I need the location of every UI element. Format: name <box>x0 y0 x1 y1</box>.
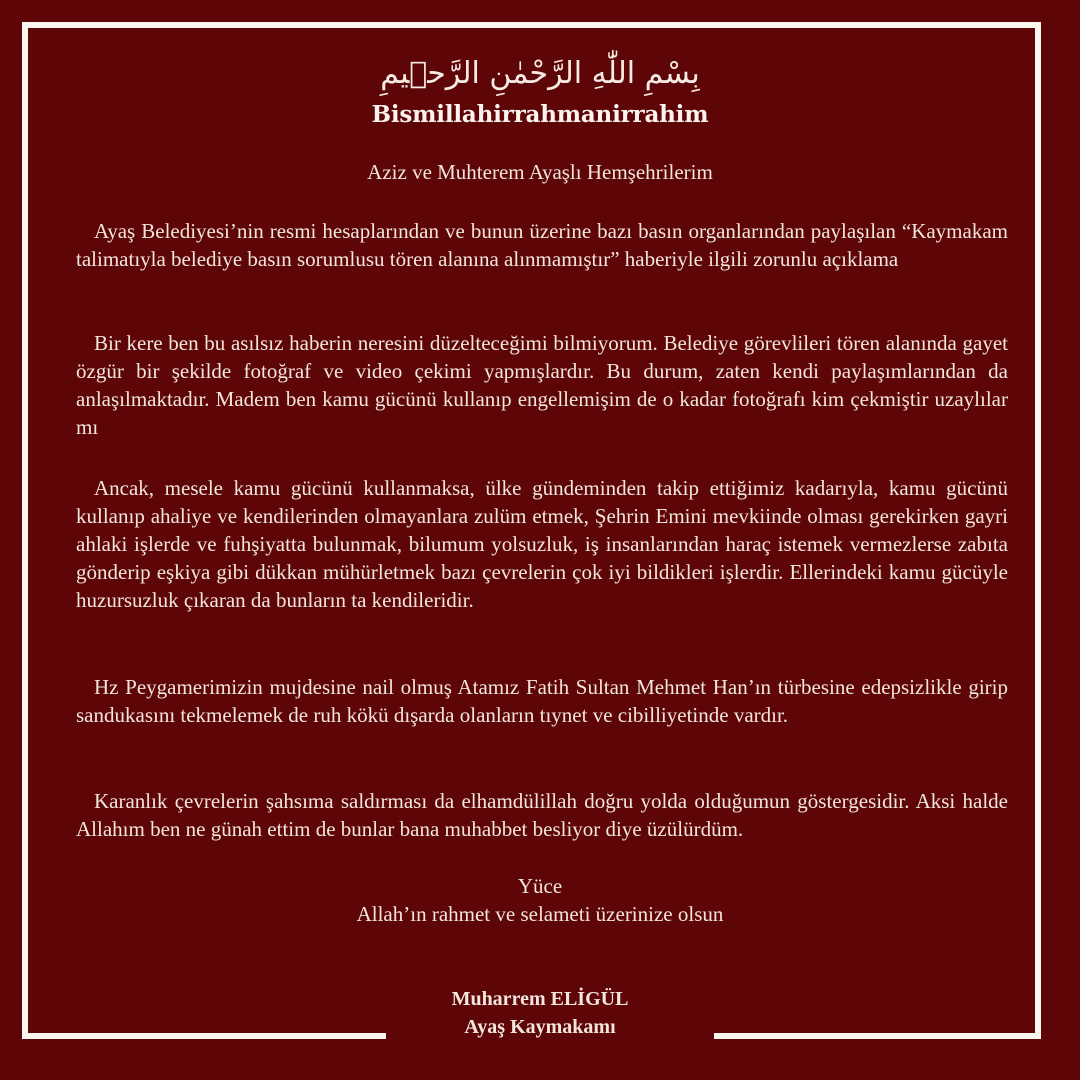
paragraph-fatih-tomb: Hz Peygamerimizin mujdesine nail olmuş Atamız Fatih Sultan Mehmet Han’ın türbesine edepsizlikle girip sandukasını tekmelemek de ruh kökü dışarda olanların tıynet ve cibilliyetinde vardır. <box>76 675 1008 727</box>
paragraph-accusation: Ancak, mesele kamu gücünü kullanmaksa, ülke gündeminden takip ettiğimiz kadarıyla, kamu gücünü kullanıp ahaliye ve kendilerinden olmayanlara zulüm etmek, Şehrin Emini mevkiinde olması gerekirken gayri ahlaki işlerde ve fuhşiyatta bulunmak, bilumum yolsuzluk, iş insanlarından haraç istemek vermezlerse zabıta gönderip eşkiya gibi dükkan mühürletmek bazı çevrelerin çok iyi bildikleri işlerdir. Ellerindeki kamu gücüyle huzursuzluk çıkaran da bunların ta kendileridir. <box>76 476 1008 612</box>
paragraph-intro: Ayaş Belediyesi’nin resmi hesaplarından ve bunun üzerine bazı basın organlarından paylaşılan “Kaymakam talimatıyla belediye basın sorumlusu tören alanına alınmamıştır” haberiyle ilgili zorunlu açıklama <box>76 219 1008 271</box>
paragraph-denial: Bir kere ben bu asılsız haberin neresini düzelteceğimi bilmiyorum. Belediye görevlileri tören alanında gayet özgür bir şekilde fotoğraf ve video çekimi yapmışlardır. Bu durum, zaten kendi paylaşımlarından da anlaşılmaktadır. Madem ben kamu gücünü kullanıp engellemişim de o kadar fotoğrafı kim çekmiştir uzaylılar mı <box>76 331 1008 439</box>
signature-title: Ayaş Kaymakamı <box>464 1016 616 1038</box>
paragraph-conclusion: Karanlık çevrelerin şahsıma saldırması da elhamdülillah doğru yolda olduğumun göstergesidir. Aksi halde Allahım ben ne günah ettim de bunlar bana muhabbet besliyor diye üzülürdüm. <box>76 789 1008 841</box>
closing-line-2: Allah’ın rahmet ve selameti üzerinize olsun <box>356 902 724 926</box>
closing-line-1: Yüce <box>517 874 563 898</box>
latin-basmala-heading: Bismillahirrahmanirrahim <box>371 101 709 128</box>
signature-name: Muharrem ELİGÜL <box>451 988 629 1010</box>
arabic-basmala: بِسْمِ اللّٰهِ الرَّحْمٰنِ الرَّح۪يمِ <box>380 56 700 91</box>
salutation: Aziz ve Muhterem Ayaşlı Hemşehrilerim <box>367 160 713 184</box>
